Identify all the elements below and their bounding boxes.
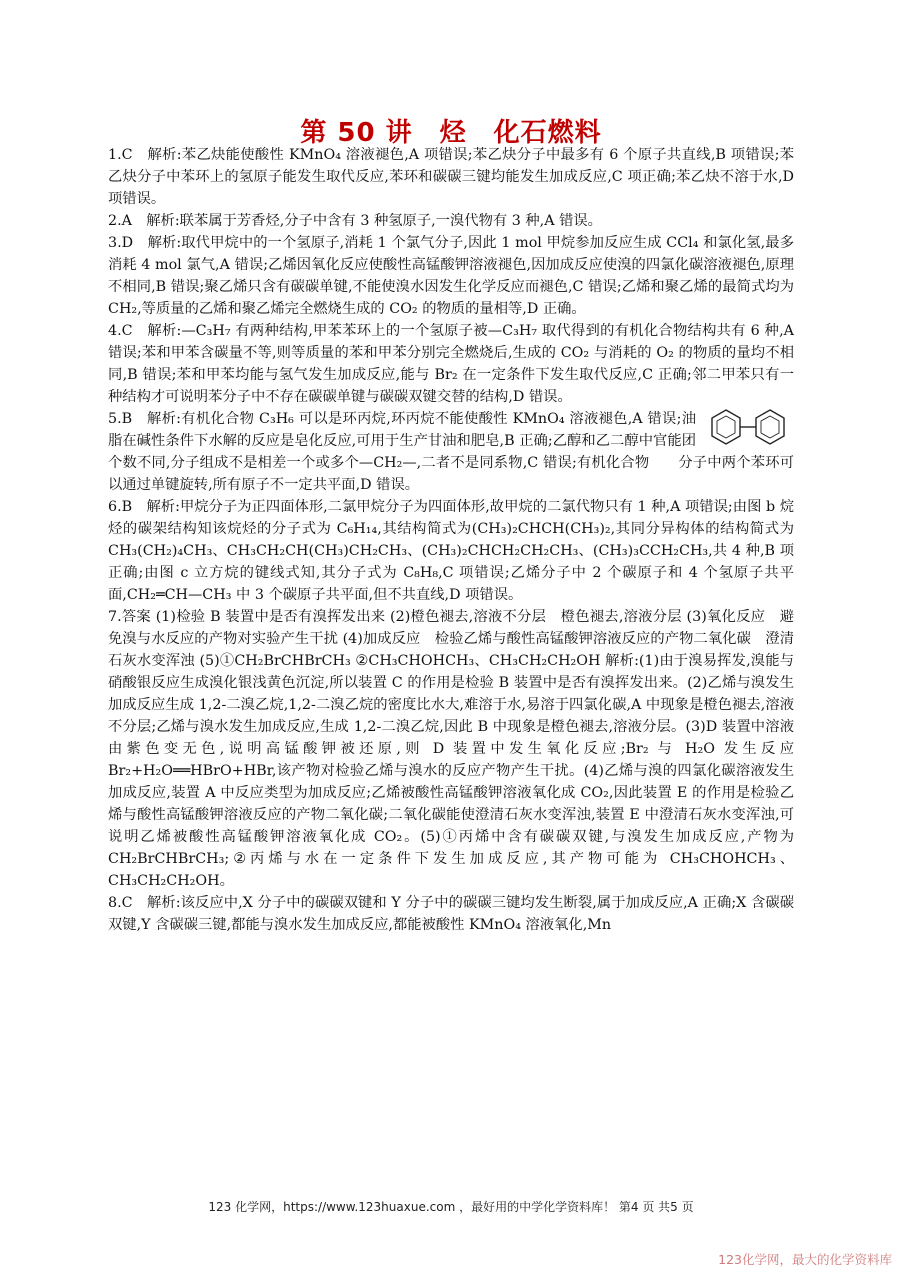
site-watermark: 123化学网，最大的化学资料库	[718, 1252, 892, 1267]
answer-3: 3.D 解析:取代甲烷中的一个氢原子,消耗 1 个氯气分子,因此 1 mol 甲烷参加反应生成 CCl₄ 和氯化氢,最多消耗 4 mol 氯气,A 错误;乙烯因氧化反应使酸性高锰酸钾溶液褪色,因加成反应使溴的四氯化碳溶液褪色,原理不相同,B 错误;聚乙烯只含有碳碳单键,不能使溴水因发生化学反应而褪色,C 错误;乙烯和聚乙烯的最简式均为 CH₂,等质量的乙烯和聚乙烯完全燃烧生成的 CO₂ 的物质的量相等,D 正确。	[108, 235, 794, 317]
page-footer: 123 化学网，https://www.123huaxue.com ，最好用的中学化学资料库！ 第4 页 共5 页	[208, 1200, 694, 1214]
biphenyl-structure-icon	[704, 406, 794, 450]
answer-5-wrap	[108, 408, 794, 496]
answer-8: 8.C 解析:该反应中,X 分子中的碳碳双键和 Y 分子中的碳碳三键均发生断裂,属于加成反应,A 正确;X 含碳碳双键,Y 含碳碳三键,都能与溴水发生加成反应,都能被酸性 KMnO₄ 溶液氧化,Mn	[108, 895, 794, 933]
answer-7: 7.答案 (1)检验 B 装置中是否有溴挥发出来 (2)橙色褪去,溶液不分层 橙色褪去,溶液分层 (3)氧化反应 避免溴与水反应的产物对实验产生干扰 (4)加成反应 检验乙烯与酸性高锰酸钾溶液反应的产物二氧化碳 澄清石灰水变浑浊 (5)①CH₂BrCHBrCH₃ ②CH₃CHOHCH₃、CH₃CH₂CH₂OH 解析:(1)由于溴易挥发,溴能与硝酸银反应生成溴化银浅黄色沉淀,所以装置 C 的作用是检验 B 装置中是否有溴挥发出来。(2)乙烯与溴发生加成反应生成 1,2-二溴乙烷,1,2-二溴乙烷的密度比水大,难溶于水,易溶于四氯化碳,A 中现象是橙色褪去,溶液不分层;乙烯与溴水发生加成反应,生成 1,2-二溴乙烷,因此 B 中现象是橙色褪去,溶液分层。(3)D 装置中溶液由紫色变无色,说明高锰酸钾被还原,则 D 装置中发生氧化反应;Br₂ 与 H₂O 发生反应 Br₂+H₂O══HBrO+HBr,该产物对检验乙烯与溴水的反应产物产生干扰。(4)乙烯与溴的四氯化碳溶液发生加成反应,装置 A 中反应类型为加成反应;乙烯被酸性高锰酸钾溶液氧化成 CO₂,因此装置 E 的作用是检验乙烯与酸性高锰酸钾溶液反应的产物二氧化碳;二氧化碳能使澄清石灰水变浑浊,装置 E 中澄清石灰水变浑浊,可说明乙烯被酸性高锰酸钾溶液氧化成 CO₂。(5)①丙烯中含有碳碳双键,与溴发生加成反应,产物为 CH₂BrCHBrCH₃;②丙烯与水在一定条件下发生加成反应,其产物可能为 CH₃CHOHCH₃、CH₃CH₂CH₂OH。	[108, 609, 794, 889]
answer-1: 1.C 解析:苯乙炔能使酸性 KMnO₄ 溶液褪色,A 项错误;苯乙炔分子中最多有 6 个原子共直线,B 项错误;苯乙炔分子中苯环上的氢原子能发生取代反应,苯环和碳碳三键均能发生加成反应,C 项正确;苯乙炔不溶于水,D 项错误。	[108, 147, 794, 207]
page-title: 第 50 讲 烃 化石燃料	[300, 118, 602, 148]
answer-2: 2.A 解析:联苯属于芳香烃,分子中含有 3 种氢原子,一溴代物有 3 种,A 错误。	[108, 213, 602, 229]
answer-4: 4.C 解析:—C₃H₇ 有两种结构,甲苯苯环上的一个氢原子被—C₃H₇ 取代得到的有机化合物结构共有 6 种,A 错误;苯和甲苯含碳量不等,则等质量的苯和甲苯分别完全燃烧后,生成的 CO₂ 与消耗的 O₂ 的物质的量均不相同,B 错误;苯和甲苯均能与氢气发生加成反应,能与 Br₂ 在一定条件下发生取代反应,C 正确;邻二甲苯只有一种结构才可说明苯分子中不存在碳碳单键与碳碳双键交替的结构,D 错误。	[108, 323, 794, 405]
answer-content	[108, 144, 794, 936]
answer-6: 6.B 解析:甲烷分子为正四面体形,二氯甲烷分子为四面体形,故甲烷的二氯代物只有 1 种,A 项错误;由图 b 烷烃的碳架结构知该烷烃的分子式为 C₆H₁₄,其结构简式为(CH₃)₂CHCH(CH₃)₂,其同分异构体的结构简式为 CH₃(CH₂)₄CH₃、CH₃CH₂CH(CH₃)CH₂CH₃、(CH₃)₂CHCH₂CH₂CH₃、(CH₃)₃CCH₂CH₃,共 4 种,B 项正确;由图 c 立方烷的键线式知,其分子式为 C₈H₈,C 项错误;乙烯分子中 2 个碳原子和 4 个氢原子共平面,CH₂═CH—CH₃ 中 3 个碳原子共平面,但不共直线,D 项错误。	[108, 499, 794, 603]
answer-4-wrap	[108, 320, 794, 408]
answer-5: 5.B 解析:有机化合物 C₃H₆ 可以是环丙烷,环丙烷不能使酸性 KMnO₄ 溶液褪色,A 错误;油脂在碱性条件下水解的反应是皂化反应,可用于生产甘油和肥皂,B 正确;乙醇和乙二醇中官能团个数不同,分子组成不是相差一个或多个—CH₂—,二者不是同系物,C 错误;有机化合物 分子中两个苯环可以通过单键旋转,所有原子不一定共平面,D 错误。	[108, 411, 794, 493]
